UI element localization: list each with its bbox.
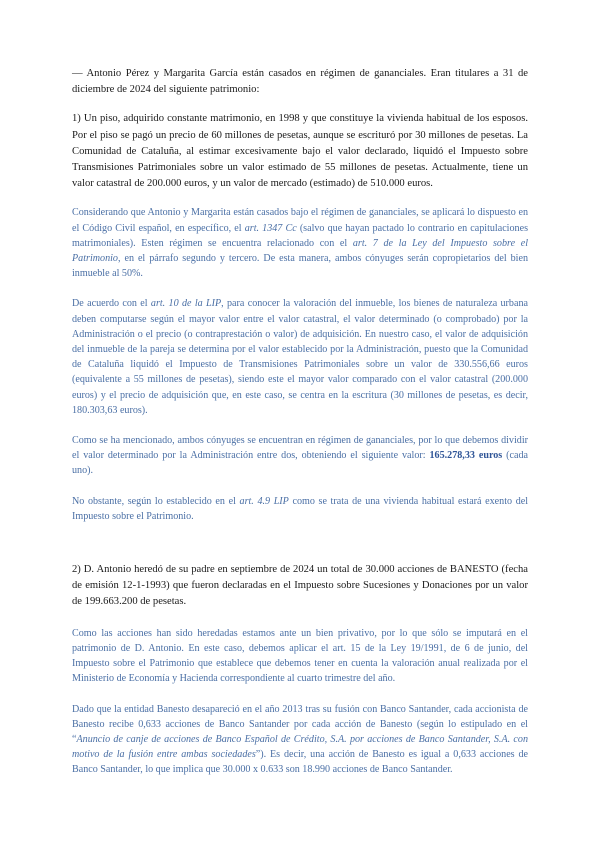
citation-art-10-lip: art. 10 de la LIP	[150, 298, 222, 310]
text-span: De acuerdo con el	[72, 298, 151, 310]
text-span: (salvo que hayan pactado lo contrario en capitulaciones matrimoniales). Esten régimen se encuentra relacionado con el	[72, 222, 528, 249]
citation-canje-anuncio: Anuncio de canje de acciones de Banco Español de Crédito, S.A. por acciones de Banco Santander, S.A. con motivo de la fusión entre ambas sociedades	[72, 733, 528, 761]
text-span: (cada uno).	[72, 450, 529, 477]
citation-art-1347: art. 1347 Cc	[244, 222, 297, 234]
item2-answer-share-exchange	[72, 702, 528, 778]
item1-answer-civil-code	[72, 205, 528, 281]
citation-art-4-9-lip: art. 4.9 LIP	[239, 495, 289, 507]
item1-answer-split	[72, 433, 528, 479]
text-span: Como se ha mencionado, ambos cónyuges se encuentran en régimen de gananciales, por lo que debemos dividir el valor determinado por la Administración entre dos, obteniendo el siguiente valor:	[72, 435, 528, 462]
text-span: , en el párrafo segundo y tercero. De esta manera, ambos cónyuges serán copropietarios del bien inmueble al 50%.	[72, 253, 528, 280]
text-span: , para conocer la valoración del inmueble, los bienes de naturaleza urbana deben computarse según el mayor valor entre el valor catastral, el valor determinado (o comprobado) por la Administración o el precio (o contraprestación o valor) de adquisición. En nuestro caso, el valor de adquisición del inmueble de la pareja se determina por el valor establecido por la Administración, puesto que la Comunidad de Cataluña liquidó el Impuesto de Transmisiones Patrimoniales sobre un valor de 330.556,66 euros (equivalente a 55 millones de pesetas), siendo este el mayor valor comparado con el valor catastral (200.000 euros) y el precio de adquisición que, en este caso, se centra en la escritura (30 millones de pesetas, es decir, 180.303,63 euros).	[72, 298, 528, 416]
item2-statement: 2) D. Antonio heredó de su padre en septiembre de 2024 un total de 30.000 acciones de BANESTO (fecha de emisión 12-1-1993) que fueron declaradas en el Impuesto sobre Sucesiones y Donaciones por un valor de 199.663.200 de pesetas.	[72, 564, 528, 608]
item1-statement: 1) Un piso, adquirido constante matrimonio, en 1998 y que constituye la vivienda habitual de los esposos. Por el piso se pagó un precio de 60 millones de pesetas, aunque se escrituró por 30 millones de pesetas. La Comunidad de Cataluña, al estimar excesivamente bajo el valor declarado, liquidó el Impuesto sobre Transmisiones Patrimoniales sobre un valor estimado de 55 millones de pesetas. Actualmente, tiene un valor catastral de 200.000 euros, y un valor de mercado (estimado) de 510.000 euros.	[72, 113, 528, 190]
item2-answer-private-asset: Como las acciones han sido heredadas estamos ante un bien privativo, por lo que sólo se imputará en el patrimonio de D. Antonio. En este caso, debemos aplicar el art. 15 de la Ley 19/1991, de 6 de junio, del Impuesto sobre el Patrimonio que establece que debemos tener en cuenta la valoración anual realizada por el Ministerio de Economía y Hacienda correspondiente al cuarto trimestre del año.	[72, 627, 528, 685]
item1-answer-exemption	[72, 494, 528, 524]
citation-art-7-lip: art. 7 de la Ley del Impuesto sobre el Patrimonio	[72, 237, 528, 265]
text-span: ”). Es decir, una acción de Banesto es igual a 0,633 acciones de Banco Santander, lo que implica que 30.000 x 0.633 son 18.990 acciones de Banco Santander.	[72, 749, 529, 776]
text-span: como se trata de una vivienda habitual estará exento del Impuesto sobre el Patrimonio.	[72, 495, 529, 522]
text-span: No obstante, según lo establecido en el	[72, 495, 240, 507]
text-span: Considerando que Antonio y Margarita están casados bajo el régimen de gananciales, se aplicará lo dispuesto en el Código Civil español, en específico, el	[72, 207, 528, 234]
intro-paragraph: — Antonio Pérez y Margarita García están casados en régimen de gananciales. Eran titulares a 31 de diciembre de 2024 del siguiente patrimonio:	[72, 68, 528, 96]
document-page	[72, 66, 528, 778]
result-value: 165.278,33 euros	[429, 450, 503, 462]
item1-answer-valuation	[72, 296, 528, 418]
text-span: Dado que la entidad Banesto desapareció en el año 2013 tras su fusión con Banco Santander, cada accionista de Banesto recibe 0,633 acciones de Banco Santander por cada acción de Banesto (según lo estipulado en el “	[72, 703, 528, 745]
